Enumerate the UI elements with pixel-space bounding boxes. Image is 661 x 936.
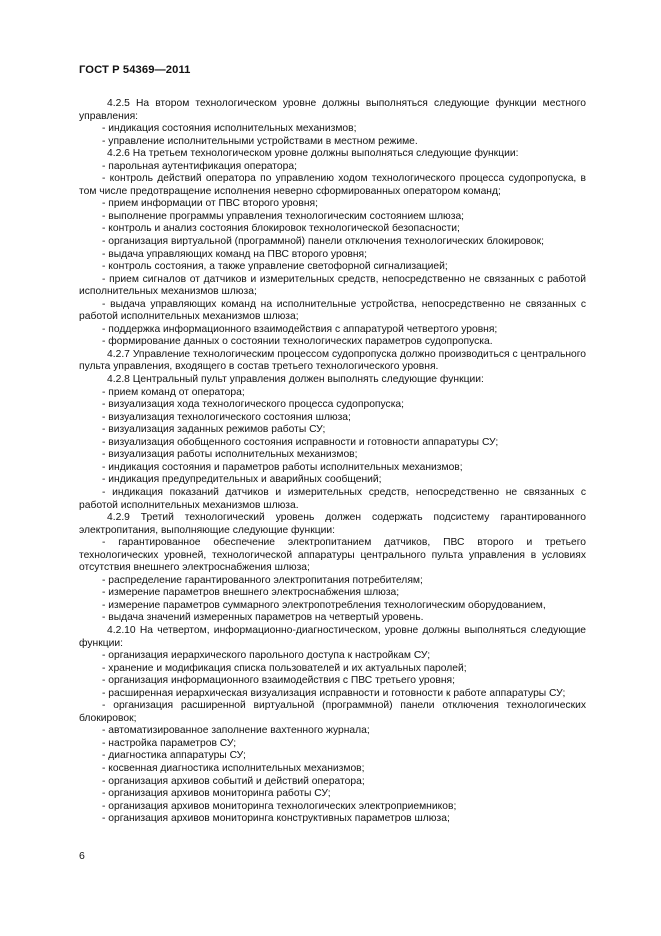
list-item: - управление исполнительными устройствами в местном режиме. (102, 135, 418, 147)
list-item: - хранение и модификация списка пользователей и их актуальных паролей; (102, 662, 467, 674)
list-item: - организация информационного взаимодействия с ПВС третьего уровня; (102, 675, 455, 687)
list-item: - настройка параметров СУ; (102, 737, 237, 749)
clause-paragraph: 4.2.10 На четвертом, информационно-диагностическом, уровне должны выполняться следующие функции: (79, 624, 586, 649)
list-item: - контроль действий оператора по управлению ходом технологического процесса судопропуска, в том числе предотвращение исполнения неверно сформированных оператором команд; (79, 173, 586, 197)
list-item: - выполнение программы управления технологическим состоянием шлюза; (102, 210, 465, 222)
list-item: - выдача управляющих команд на исполнительные устройства, непосредственно не связанных с работой исполнительных механизмов шлюза; (79, 298, 586, 323)
list-item: - визуализация работы исполнительных механизмов; (102, 449, 358, 461)
list-item: - поддержка информационного взаимодействия с аппаратурой четвертого уровня; (102, 323, 498, 335)
document-header: ГОСТ Р 54369—2011 (79, 64, 191, 76)
list-item: - выдача значений измеренных параметров на четвертый уровень. (102, 612, 424, 624)
list-item: - измерение параметров внешнего электроснабжения шлюза; (102, 587, 400, 599)
list-item: - индикация показаний датчиков и измерительных средств, непосредственно не связанных с работой исполнительных механизмов шлюза. (79, 486, 586, 511)
list-item: - организация архивов мониторинга технологических электроприемников; (102, 800, 457, 812)
list-item: - косвенная диагностика исполнительных механизмов; (102, 762, 365, 774)
list-item: - визуализация технологического состояния шлюза; (102, 411, 351, 423)
list-item: - контроль и анализ состояния блокировок технологической безопасности; (102, 223, 460, 235)
list-item: - прием информации от ПВС второго уровня; (102, 198, 318, 210)
list-item: - автоматизированное заполнение вахтенного журнала; (102, 725, 370, 737)
clause-paragraph: 4.2.8 Центральный пульт управления должен выполнять следующие функции: (107, 374, 484, 386)
list-item: - диагностика аппаратуры СУ; (102, 750, 246, 762)
clause-paragraph: 4.2.7 Управление технологическим процессом судопропуска должно производиться с центрального пульта управления, входящего в состав третьего технологического уровня. (79, 348, 586, 373)
list-item: - организация виртуальной (программной) панели отключения технологических блокировок; (102, 236, 545, 248)
clause-paragraph: 4.2.5 На втором технологическом уровне должны выполняться следующие функции местного управления: (79, 98, 586, 122)
list-item: - контроль состояния, а также управление светофорной сигнализацией; (102, 261, 448, 273)
list-item: - визуализация заданных режимов работы СУ; (102, 424, 326, 436)
list-item: - гарантированное обеспечение электропитанием датчиков, ПВС второго и третьего технологических уровней, технологической аппаратуры центрального пульта управления в условиях отсутствия внешнего электроснабжения шлюза; (79, 537, 586, 574)
list-item: - прием команд от оператора; (102, 386, 245, 398)
list-item: - формирование данных о состоянии технологических параметров судопропуска. (102, 336, 493, 348)
list-item: - организация расширенной виртуальной (программной) панели отключения технологических блокировок; (79, 700, 586, 724)
list-item: - визуализация хода технологического процесса судопропуска; (102, 399, 405, 411)
list-item: - организация архивов мониторинга работы СУ; (102, 788, 331, 800)
list-item: - индикация состояния исполнительных механизмов; (102, 123, 357, 135)
list-item: - визуализация обобщенного состояния исправности и готовности аппаратуры СУ; (102, 436, 499, 448)
list-item: - выдача управляющих команд на ПВС второго уровня; (102, 248, 367, 260)
list-item: - организация архивов мониторинга конструктивных параметров шлюза; (102, 813, 450, 825)
list-item: - расширенная иерархическая визуализация исправности и готовности к работе аппаратуры СУ; (102, 687, 566, 699)
list-item: - индикация предупредительных и аварийных сообщений; (102, 474, 382, 486)
list-item: - индикация состояния и параметров работы исполнительных механизмов; (102, 461, 463, 473)
list-item: - прием сигналов от датчиков и измерительных средств, непосредственно не связанных с работой исполнительных механизмов шлюза; (79, 273, 586, 298)
page-number: 6 (79, 850, 85, 862)
clause-paragraph: 4.2.9 Третий технологический уровень должен содержать подсистему гарантированного электропитания, выполняющие следующие функции: (79, 512, 586, 536)
list-item: - распределение гарантированного электропитания потребителям; (102, 574, 423, 586)
list-item: - измерение параметров суммарного электропотребления технологическим оборудованием, (102, 599, 546, 611)
clause-paragraph: 4.2.6 На третьем технологическом уровне должны выполняться следующие функции: (107, 148, 519, 160)
document-body (79, 98, 586, 826)
list-item: - организация иерархического парольного доступа к настройкам СУ; (102, 650, 431, 662)
list-item: - организация архивов событий и действий оператора; (102, 775, 365, 787)
list-item: - парольная аутентификация оператора; (102, 160, 297, 172)
